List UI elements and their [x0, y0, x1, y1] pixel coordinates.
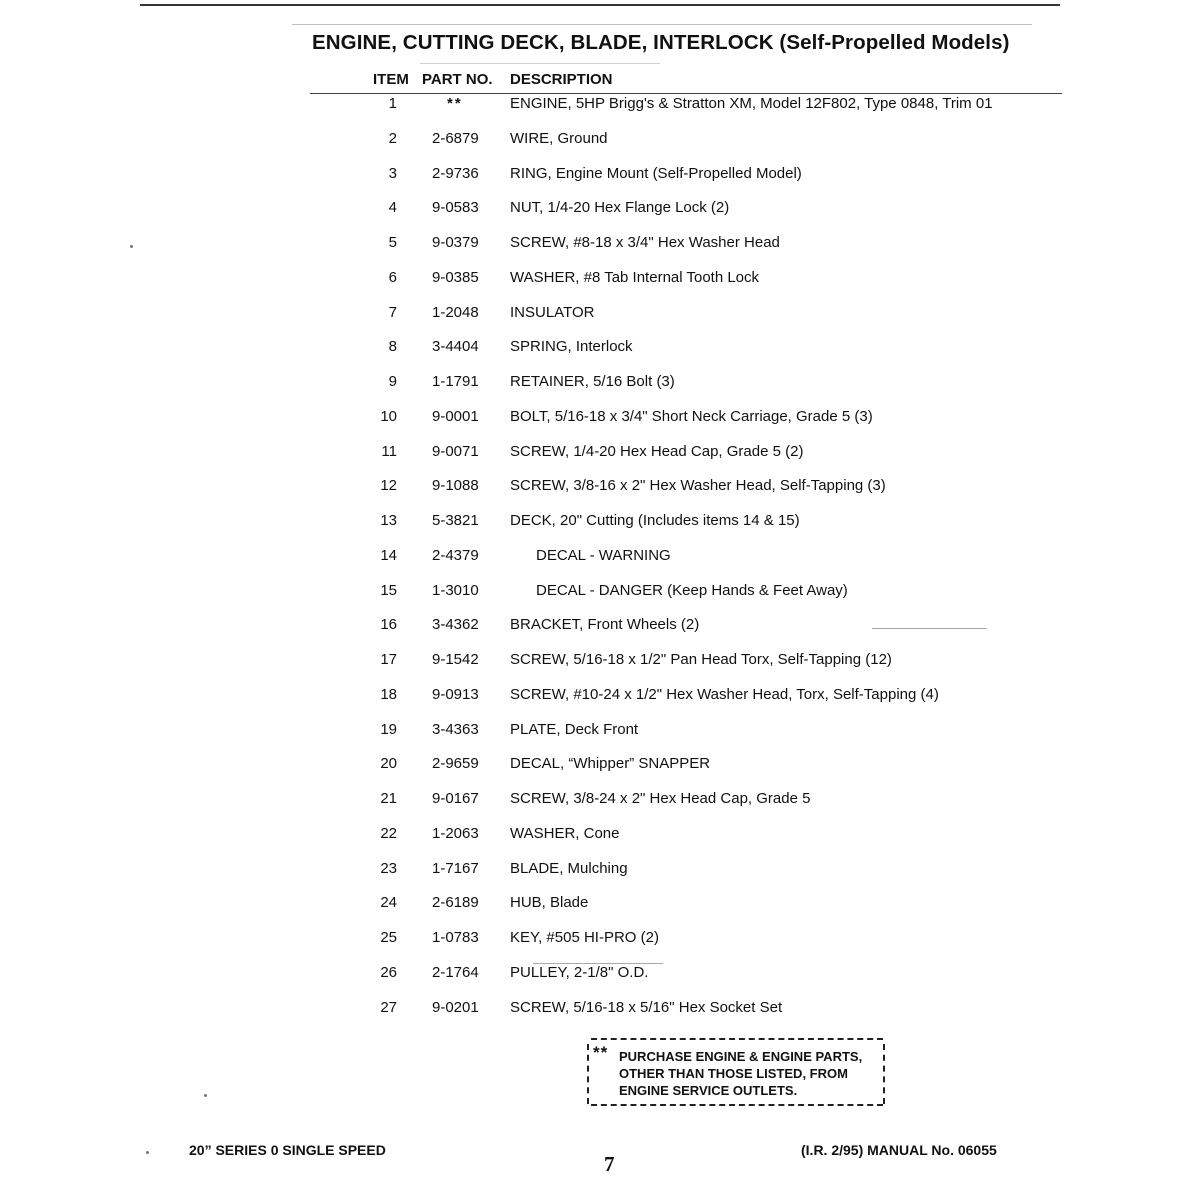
part-description: SCREW, 3/8-16 x 2" Hex Washer Head, Self-Tapping (3): [510, 477, 886, 495]
item-number: 16: [380, 616, 397, 634]
footer-series: 20” SERIES 0 SINGLE SPEED: [189, 1142, 386, 1158]
item-number: 22: [380, 824, 397, 842]
part-description: KEY, #505 HI-PRO (2): [510, 929, 659, 946]
item-number: 23: [380, 859, 397, 877]
table-row: [0, 824, 1200, 859]
item-number: 9: [388, 373, 397, 390]
part-description: SPRING, Interlock: [510, 338, 633, 356]
table-row: [0, 650, 1200, 685]
table-row: [0, 928, 1200, 963]
page-title: ENGINE, CUTTING DECK, BLADE, INTERLOCK (Self-Propelled Models): [312, 31, 1010, 54]
title-rule: [292, 24, 1032, 25]
note-line: ENGINE SERVICE OUTLETS.: [619, 1083, 798, 1098]
note-border-bottom: [591, 1104, 883, 1106]
table-row: [0, 754, 1200, 789]
part-description: RETAINER, 5/16 Bolt (3): [510, 373, 675, 390]
part-description: WIRE, Ground: [510, 129, 608, 147]
item-number: 17: [380, 651, 397, 668]
part-number: 9-1542: [432, 651, 479, 668]
table-row: [0, 407, 1200, 442]
scan-stray-line: [872, 628, 987, 629]
item-number: 14: [380, 546, 397, 564]
item-number: 11: [381, 442, 397, 460]
part-description: SCREW, #8-18 x 3/4" Hex Washer Head: [510, 234, 780, 251]
part-number: 5-3821: [432, 512, 479, 529]
item-number: 15: [380, 581, 397, 599]
table-row: [0, 372, 1200, 407]
note-border-right: [883, 1044, 885, 1104]
part-description: SCREW, 5/16-18 x 1/2" Pan Head Torx, Self-Tapping (12): [510, 651, 892, 668]
scan-stray-line: [533, 963, 663, 964]
item-number: 27: [380, 998, 397, 1016]
table-row: [0, 546, 1200, 581]
table-row: [0, 129, 1200, 164]
item-number: 2: [388, 129, 397, 147]
part-description: DECK, 20" Cutting (Includes items 14 & 15): [510, 512, 800, 529]
part-description: SCREW, 3/8-24 x 2" Hex Head Cap, Grade 5: [510, 790, 811, 807]
part-description: SCREW, 5/16-18 x 5/16" Hex Socket Set: [510, 998, 783, 1016]
part-number: 9-0071: [432, 442, 479, 460]
part-description: ENGINE, 5HP Brigg's & Stratton XM, Model 12F802, Type 0848, Trim 01: [510, 95, 993, 112]
subtitle-rule: [420, 63, 660, 64]
part-description: DECAL, “Whipper” SNAPPER: [510, 755, 711, 773]
table-row: [0, 164, 1200, 199]
item-number: 12: [380, 477, 397, 495]
part-number: 9-0001: [432, 407, 479, 425]
item-number: 26: [380, 963, 397, 981]
table-row: [0, 442, 1200, 477]
part-number: 9-0379: [432, 234, 479, 251]
part-description: DECAL - WARNING: [536, 546, 671, 564]
part-number: 9-0385: [432, 268, 479, 286]
table-row: [0, 720, 1200, 755]
part-description: BLADE, Mulching: [510, 859, 628, 877]
table-row: [0, 94, 1200, 129]
table-row: [0, 998, 1200, 1033]
part-description: PLATE, Deck Front: [510, 720, 639, 738]
part-number: 1-2048: [432, 303, 479, 321]
note-border-left: [587, 1044, 589, 1104]
part-description: WASHER, Cone: [510, 824, 620, 842]
part-number: 9-1088: [432, 477, 479, 495]
scan-speck: [204, 1094, 207, 1097]
item-number: 1: [388, 95, 397, 112]
scan-speck: [146, 1151, 149, 1154]
part-number: 2-1764: [432, 963, 479, 981]
top-border-rule: [140, 4, 1060, 6]
parts-table-body: [0, 94, 1200, 1032]
part-number: 2-4379: [432, 546, 479, 564]
scan-speck: [130, 245, 133, 248]
table-row: [0, 615, 1200, 650]
part-description: INSULATOR: [510, 303, 595, 321]
part-number: 2-9736: [432, 164, 479, 182]
part-number: 1-0783: [432, 929, 479, 946]
part-description: BRACKET, Front Wheels (2): [510, 616, 700, 634]
item-number: 5: [388, 234, 397, 251]
table-row: [0, 268, 1200, 303]
part-description: BOLT, 5/16-18 x 3/4" Short Neck Carriage, Grade 5 (3): [510, 407, 873, 425]
table-row: [0, 859, 1200, 894]
part-number: 3-4404: [432, 338, 479, 356]
table-row: [0, 893, 1200, 928]
item-number: 4: [388, 199, 397, 217]
note-line: OTHER THAN THOSE LISTED, FROM: [619, 1066, 848, 1081]
item-number: 3: [388, 164, 397, 182]
part-number: 9-0583: [432, 199, 479, 217]
item-number: 13: [380, 512, 397, 529]
parts-table-header: [340, 71, 1060, 91]
item-number: 8: [388, 338, 397, 356]
item-number: 10: [380, 407, 397, 425]
part-description: HUB, Blade: [510, 894, 589, 912]
footer-manual-number: (I.R. 2/95) MANUAL No. 06055: [801, 1142, 997, 1158]
part-number: **: [447, 95, 463, 112]
table-row: [0, 233, 1200, 268]
table-row: [0, 789, 1200, 824]
column-header-description: DESCRIPTION: [510, 71, 613, 88]
note-line: PURCHASE ENGINE & ENGINE PARTS,: [619, 1049, 863, 1064]
part-description: RING, Engine Mount (Self-Propelled Model): [510, 164, 802, 182]
part-description: NUT, 1/4-20 Hex Flange Lock (2): [510, 199, 730, 217]
part-number: 9-0167: [432, 790, 479, 807]
item-number: 6: [388, 268, 397, 286]
table-row: [0, 198, 1200, 233]
table-row: [0, 685, 1200, 720]
item-number: 25: [380, 929, 397, 946]
column-header-item: ITEM: [373, 71, 409, 88]
part-number: 9-0913: [432, 685, 479, 703]
part-description: SCREW, 1/4-20 Hex Head Cap, Grade 5 (2): [510, 442, 804, 460]
table-row: [0, 581, 1200, 616]
table-row: [0, 476, 1200, 511]
part-number: 2-6879: [432, 129, 479, 147]
part-description: SCREW, #10-24 x 1/2" Hex Washer Head, Torx, Self-Tapping (4): [510, 685, 939, 703]
note-border-top: [591, 1038, 883, 1040]
part-number: 2-6189: [432, 894, 479, 912]
table-row: [0, 337, 1200, 372]
part-description: WASHER, #8 Tab Internal Tooth Lock: [510, 268, 760, 286]
note-asterisks: **: [593, 1043, 609, 1062]
part-number: 1-3010: [432, 581, 479, 599]
item-number: 18: [380, 685, 397, 703]
item-number: 21: [380, 790, 397, 807]
part-number: 1-1791: [432, 373, 479, 390]
part-number: 3-4363: [432, 720, 479, 738]
item-number: 19: [380, 720, 397, 738]
part-description: PULLEY, 2-1/8" O.D.: [510, 963, 649, 981]
table-row: [0, 511, 1200, 546]
engine-purchase-note: [585, 1038, 885, 1106]
part-number: 9-0201: [432, 998, 479, 1016]
table-row: [0, 963, 1200, 998]
part-number: 1-7167: [432, 859, 479, 877]
part-number: 3-4362: [432, 616, 479, 634]
item-number: 24: [380, 894, 397, 912]
column-header-part-no: PART NO.: [422, 71, 493, 88]
part-number: 2-9659: [432, 755, 479, 773]
item-number: 7: [388, 303, 397, 321]
part-description: DECAL - DANGER (Keep Hands & Feet Away): [536, 581, 848, 599]
item-number: 20: [380, 755, 397, 773]
page-number: 7: [604, 1152, 615, 1176]
table-row: [0, 303, 1200, 338]
part-number: 1-2063: [432, 824, 479, 842]
